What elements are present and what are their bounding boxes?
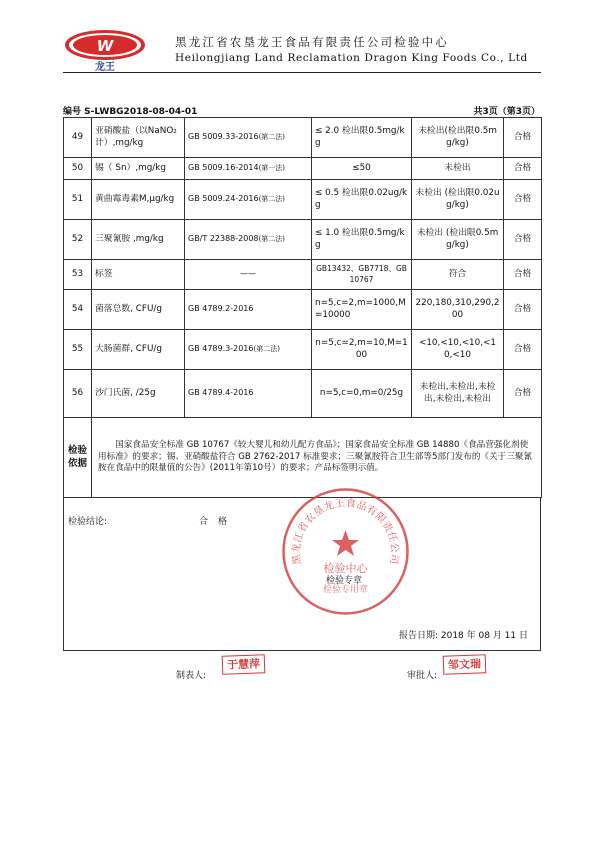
item-conclusion: 合格	[504, 290, 542, 330]
item-conclusion: 合格	[504, 158, 542, 180]
inspection-results-table	[63, 117, 542, 498]
test-result: 未检出 (检出限0.5mg/kg)	[412, 220, 504, 260]
row-number: 53	[64, 260, 92, 290]
approver-name-stamp: 邹文瑞	[443, 654, 487, 674]
limit-value: ≤ 2.0 检出限0.5mg/kg	[312, 118, 412, 158]
limit-value: ≤50	[312, 158, 412, 180]
test-item: 标签	[92, 260, 185, 290]
test-item: 三聚氰胺 ,mg/kg	[92, 220, 185, 260]
test-item: 黄曲霉毒素M,μg/kg	[92, 180, 185, 220]
svg-text:黑龙江省农垦龙王食品有限责任公司	[289, 496, 400, 565]
preparer-name-stamp: 于慧萍	[222, 654, 266, 674]
conclusion-label: 检验结论:	[68, 517, 108, 527]
approver-label: 审批人:	[407, 671, 438, 681]
seal-arc-text: 黑龙江省农垦龙王食品有限责任公司	[291, 497, 400, 566]
test-item: 大肠菌群, CFU/g	[92, 330, 185, 370]
test-standard: GB 5009.16-2014(第一法)	[185, 158, 312, 180]
item-conclusion: 合格	[504, 180, 542, 220]
test-item: 菌落总数, CFU/g	[92, 290, 185, 330]
row-number: 49	[64, 118, 92, 158]
test-standard: GB/T 22388-2008(第二法)	[185, 220, 312, 260]
table-row	[64, 220, 542, 260]
logo-text: 龙王	[95, 62, 115, 72]
test-standard: GB 4789.3-2016(第二法)	[185, 330, 312, 370]
table-row	[64, 330, 542, 370]
test-item: 锡（ Sn）,mg/kg	[92, 158, 185, 180]
basis-text: 国家食品安全标准 GB 10767《较大婴儿和幼儿配方食品》；国家食品安全标准 GB 14880《食品营强化剂使用标准》的要求；锡、亚硝酸盐符合 GB 2762-2017 标准要求；三聚氰胺符合卫生部等5部门发布的《关于三聚氰胺在食品中的限量值的公告》(2011年第10号）的要求；产品标签明示值。	[92, 418, 542, 498]
test-standard: GB 5009.33-2016(第二法)	[185, 118, 312, 158]
test-result: 220,180,310,290,200	[412, 290, 504, 330]
table-row	[64, 290, 542, 330]
table-row	[64, 118, 542, 158]
test-standard: ——	[185, 260, 312, 290]
svg-text:W: W	[96, 37, 114, 55]
row-number: 54	[64, 290, 92, 330]
test-item: 沙门氏菌, /25g	[92, 370, 185, 418]
test-result: 未检出 (检出限0.02ug/kg)	[412, 180, 504, 220]
row-number: 55	[64, 330, 92, 370]
test-result: 未检出(检出限0.5mg/kg)	[412, 118, 504, 158]
table-row	[64, 180, 542, 220]
test-result: 未检出	[412, 158, 504, 180]
seal-center-text: 检验中心	[323, 562, 368, 575]
limit-value: ≤ 1.0 检出限0.5mg/kg	[312, 220, 412, 260]
seal-bottom-text: 检验专用章	[322, 585, 369, 595]
item-conclusion: 合格	[504, 118, 542, 158]
preparer-label: 制表人:	[176, 671, 207, 681]
item-conclusion: 合格	[504, 220, 542, 260]
header-divider	[63, 72, 541, 73]
test-standard: GB 4789.2-2016	[185, 290, 312, 330]
limit-value: n=5,c=2,m=1000,M=10000	[312, 290, 412, 330]
seal-label: 检验专章	[326, 576, 363, 586]
dragon-king-logo-icon	[63, 28, 147, 72]
item-conclusion: 合格	[504, 260, 542, 290]
table-row	[64, 370, 542, 418]
row-number: 51	[64, 180, 92, 220]
conclusion-value: 合格	[199, 517, 238, 527]
row-number: 56	[64, 370, 92, 418]
limit-value: GB13432、GB7718、GB10767	[312, 260, 412, 290]
test-item: 亚硝酸盐（以NaNO₂计）,mg/kg	[92, 118, 185, 158]
test-result: 未检出,未检出,未检出,未检出,未检出	[412, 370, 504, 418]
row-number: 52	[64, 220, 92, 260]
document-number: 编号 S-LWBG2018-08-04-01	[63, 107, 198, 117]
page-info: 共3页（第3页）	[473, 107, 540, 117]
limit-value: n=5,c=2,m=10,M=100	[312, 330, 412, 370]
limit-value: n=5,c=0,m=0/25g	[312, 370, 412, 418]
report-date: 报告日期: 2018 年 08 月 11 日	[398, 631, 528, 641]
letterhead	[63, 28, 543, 74]
test-result: <10,<10,<10,<10,<10	[412, 330, 504, 370]
inspection-seal-icon	[278, 484, 413, 619]
item-conclusion: 合格	[504, 330, 542, 370]
row-number: 50	[64, 158, 92, 180]
company-name-cn: 黑龙江省农垦龙王食品有限责任公司检验中心	[175, 35, 449, 49]
company-name-en: Heilongjiang Land Reclamation Dragon King Foods Co., Ltd	[175, 52, 528, 64]
table-row	[64, 260, 542, 290]
item-conclusion: 合格	[504, 370, 542, 418]
limit-value: ≤ 0.5 检出限0.02ug/kg	[312, 180, 412, 220]
test-standard: GB 4789.4-2016	[185, 370, 312, 418]
test-result: 符合	[412, 260, 504, 290]
table-row	[64, 158, 542, 180]
test-standard: GB 5009.24-2016(第二法)	[185, 180, 312, 220]
basis-label: 检验依据	[64, 418, 92, 498]
